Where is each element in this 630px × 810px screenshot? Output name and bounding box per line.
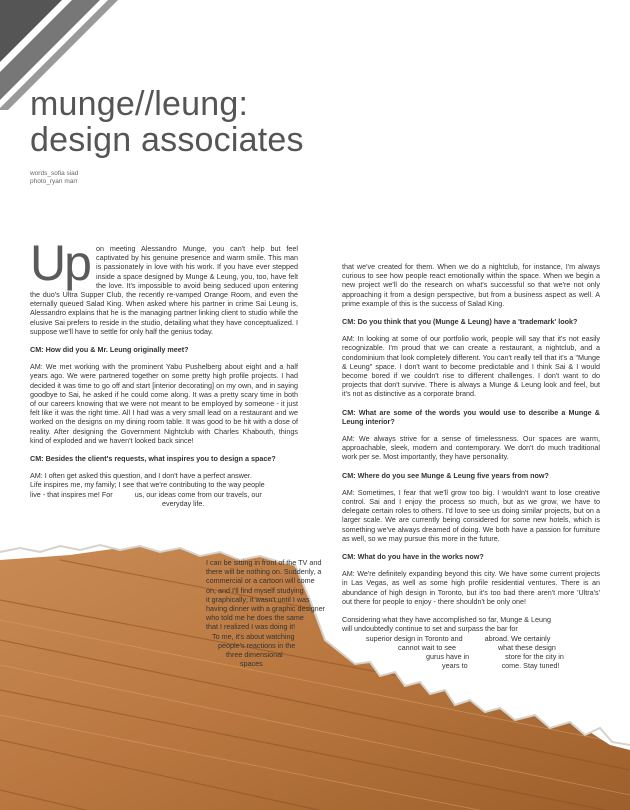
- answer-2-line-1: AM: I often get asked this question, and I don't have a perfect answer.: [30, 471, 252, 481]
- answer-2-text-line: on, and I'll find myself studying: [206, 585, 304, 595]
- intro-text: on meeting Alessandro Munge, you can't help but feel captivated by his genuine presence and warm smile. This man is passionately in love with his work. If you have ever stepped inside a space designed by Munge & Leung, you, too, have felt the love. It's impossible to avoid being seduced upon entering the duo's Ultra Supper Club, the recently re-vamped Orange Room, and even the eternally queued Salad King. When asked where his partner in crime Sai Leung is, Alessandro explains that he is the managing partner linking client to studio while the elusive Sai prefers to reside in the studio, detailing what they have conceptualized. I suppose we'll have to settle for only half the genius today.: [30, 244, 298, 336]
- question-6: CM: What do you have in the works now?: [342, 552, 484, 562]
- answer-2-text-line: three dimensional: [226, 650, 283, 659]
- title-line-1: munge//leung:: [30, 85, 249, 123]
- answer-2-text-line: who told me he does the same: [206, 613, 304, 623]
- answer-2-text-line: having dinner with a graphic designer: [206, 604, 326, 613]
- answer-2-text-line: that I realized I was doing it!: [206, 622, 296, 632]
- right-column: [342, 262, 600, 670]
- closing-line-1: Considering what they have accomplished so far, Munge & Leung: [342, 615, 551, 625]
- closing-line-2: will undoubtedly continue to set and surpass the bar for: [342, 624, 518, 634]
- intro-paragraph: [30, 244, 298, 336]
- answer-5: AM: Sometimes, I fear that we'll grow too big. I wouldn't want to lose creative control. Sai and I enjoy the process so much, but as we grow, we have to delegate certain roles to others. I'd love to see us doing similar projects, but on a larger scale. We are currently being considered for some new hotels, which is something we've always dreamed of doing. We both have a passion for furniture as well, so we may pursue this more in the future.: [342, 487, 600, 543]
- answer-4: AM: We always strive for a sense of timelessness. Our spaces are warm, approachable, sleek, modern and contemporary. We don't do much traditional work per se. Most importantly, they have personality.: [342, 434, 600, 462]
- question-1: CM: How did you & Mr. Leung originally meet?: [30, 345, 189, 355]
- closing-paragraph: [342, 615, 600, 670]
- credits: [30, 170, 78, 186]
- dropcap-spacer: [30, 244, 96, 282]
- answer-2-line-2: Life inspires me, my family; I see that we're contributing to the way people: [30, 480, 265, 490]
- answer-2-text-line: it graphically; it wasn't until I was: [206, 594, 310, 604]
- title-line-2: design associates: [30, 121, 304, 159]
- answer-2-text-line: To me, it's about watching: [212, 631, 295, 641]
- right-continued-paragraph: that we've created for them. When we do a nightclub, for instance, I'm always curious to see how people react emotionally within the space. When we begin a new project we'll do the research on what's successful so that we're not only approaching it from a design perspective, but from a business aspect as well. A prime example of this is the success of Salad King.: [342, 262, 600, 308]
- answer-2-text-line: I can be sitting in front of the TV and: [206, 558, 322, 567]
- credit-words: words_sofia siad: [30, 170, 79, 177]
- question-2: CM: Besides the client's requests, what inspires you to design a space?: [30, 454, 276, 464]
- closing-line-5: gurus have in store for the city in: [426, 651, 564, 661]
- question-4: CM: What are some of the words you would use to describe a Munge & Leung interior?: [342, 407, 600, 426]
- answer-3: AM: In looking at some of our portfolio work, people will say that it's not easily recognizable. I'm proud that we can create a restaurant, a nightclub, and a condominium that look completely different. You can't really tell that it's a "Munge & Leung" space. I don't want to become predictable and I think Sai & I would become bored if we couldn't rise to different challenges. I don't want to do projects that don't survive. There is always a Munge & Leung look and feel, but it's not as distinctive as a corporate brand.: [342, 334, 600, 399]
- answer-6: AM: We're definitely expanding beyond this city. We have some current projects in Las Vegas, as well as some high profile residential ventures. There is an abundance of high design in Toronto, but it's too bad there aren't more 'Ultra's' out there for people to enjoy - there shouldn't be only one!: [342, 569, 600, 606]
- question-5: CM: Where do you see Munge & Leung five years from now?: [342, 470, 549, 480]
- page-title: [30, 86, 304, 158]
- answer-2-text-line: people's reactions in the: [218, 640, 296, 650]
- answer-2-text-line: commercial or a cartoon will come: [206, 576, 315, 586]
- answer-2-intro: [30, 471, 298, 508]
- closing-line-3: superior design in Toronto and abroad. We certainly: [366, 633, 551, 643]
- closing-line-6: years to come. Stay tuned!: [442, 661, 560, 671]
- closing-line-4: cannot wait to see what these design: [398, 642, 556, 652]
- left-column: [30, 244, 298, 508]
- credit-photo: photo_ryan marr: [30, 178, 78, 185]
- drop-cap: Up: [30, 235, 90, 291]
- answer-2-text-line: there will be nothing on. Suddenly, a: [206, 567, 322, 577]
- answer-2-line-3: live - that inspires me! For us, our ideas come from our travels, our: [30, 489, 262, 499]
- answer-1: AM: We met working with the prominent Yabu Pushelberg about eight and a half years ago. We were partnered together on some pretty high profile projects. I had decided it was time to go off and start [interior decorating] on my own, and in saying goodbye to Sai, he asked if he could come along. It was a pretty scary time in both of our careers knowing that we were not meant to be employed by someone - it just felt like it was the right time. All I had was a very small lead on a restaurant and we worked on the designs on my dining room table. It was good to be hit with a dose of reality. After designing the Government Nightclub with Charles Khabouth, things kind of exploded and we haven't looked back since!: [30, 362, 298, 445]
- question-3: CM: Do you think that you (Munge & Leung) have a 'trademark' look?: [342, 317, 578, 327]
- answer-2-line-4: everyday life.: [162, 498, 205, 508]
- answer-2-text-line: spaces: [240, 659, 263, 669]
